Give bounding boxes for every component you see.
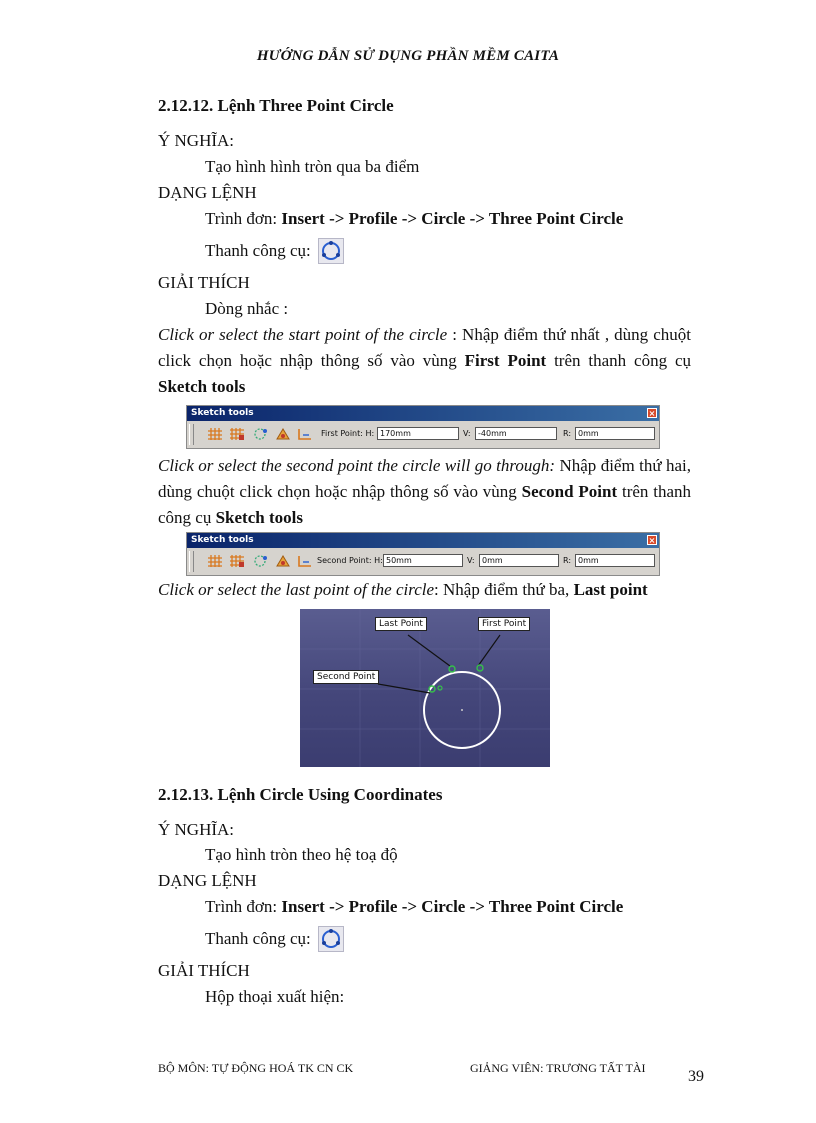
toolbar-prefix: Thanh công cụ: [205,241,311,260]
toolbar-grip[interactable] [189,551,194,572]
close-icon[interactable]: × [648,409,656,418]
p2-sketch-tools: Sketch tools [215,508,303,527]
snap-grid-icon[interactable] [229,554,245,568]
page-header: HƯỚNG DẪN SỬ DỤNG PHẦN MỀM CAITA [256,48,560,64]
explanation-label: GIẢI THÍCH [158,961,250,980]
toolbar-title: Sketch tools [191,535,254,545]
r-value-input[interactable]: 0mm [575,554,655,567]
sketch-tools-toolbar-second-point [186,532,660,576]
prompt-last-point: Click or select the last point of the circle [158,580,435,599]
menu-prefix: Trình đơn: [205,897,282,916]
p1-text-2: trên thanh công cụ [546,351,692,370]
construction-element-icon[interactable] [253,554,269,568]
h-value-input[interactable]: 170mm [377,427,459,440]
command-form-label: DẠNG LỆNH [158,183,257,202]
paragraph-first-point [158,322,691,400]
meaning-text: Tạo hình hình tròn qua ba điểm [205,157,420,176]
p2-second-point: Second Point [521,482,618,501]
p1-first-point: First Point [464,351,547,370]
construction-element-icon[interactable] [253,427,269,441]
first-point-callout: First Point [478,617,530,631]
page-number: 39 [688,1068,704,1085]
dimensional-constraint-icon[interactable] [297,427,313,441]
h-label: First Point: H: [321,429,375,438]
h-value-input[interactable]: 50mm [383,554,463,567]
prompt-start-point: Click or select the start point of the circle [158,325,448,344]
p1-text: : Nhập điểm thứ nhất , dùng chuột click chọn hoặc nhập thông số vào vùng [158,325,691,370]
r-value-input[interactable]: 0mm [575,427,655,440]
toolbar-title: Sketch tools [191,408,254,418]
v-value-input[interactable]: -40mm [475,427,557,440]
toolbar-grip[interactable] [189,424,194,445]
p3-text: : Nhập điểm thứ ba, [434,580,574,599]
last-point-marker [449,666,455,672]
circle-coordinates-icon [318,926,344,952]
h-label: Second Point: H: [317,556,383,565]
prompt-label: Dòng nhắc : [205,299,289,318]
geometric-constraint-icon[interactable] [275,427,291,441]
menu-line [205,897,623,917]
section-heading-three-point-circle: 2.12.12. Lệnh Three Point Circle [158,96,394,115]
toolbar-title-bar [187,533,659,548]
three-point-circle-icon [318,238,344,264]
command-form-label: DẠNG LỆNH [158,871,257,890]
prompt-second-point: Click or select the second point the circle will go through: [158,456,556,475]
toolbar-line [205,238,344,264]
paragraph-second-point [158,453,691,531]
p1-sketch-tools: Sketch tools [158,377,246,396]
footer-lecturer: GIẢNG VIÊN: TRƯƠNG TẤT TÀI [470,1061,646,1075]
toolbar-prefix: Thanh công cụ: [205,929,311,948]
menu-path: Insert -> Profile -> Circle -> Three Point Circle [281,897,624,916]
v-label: V: [467,556,475,565]
close-icon[interactable]: × [648,536,656,545]
explanation-label: GIẢI THÍCH [158,273,250,292]
p2-text: Nhập điểm thứ hai, dùng chuột click chọn hoặc nhập thông số vào vùng [158,456,691,501]
last-point-callout: Last Point [375,617,427,631]
v-value-input[interactable]: 0mm [479,554,559,567]
dialog-appears-text: Hộp thoại xuất hiện: [205,987,345,1006]
meaning-text: Tạo hình tròn theo hệ toạ độ [205,845,398,864]
meaning-label: Ý NGHĨA: [158,820,235,839]
menu-line [205,209,623,229]
r-label: R: [563,429,572,438]
paragraph-last-point [158,580,648,600]
toolbar-title-bar [187,406,659,421]
three-point-circle-figure [300,609,550,767]
meaning-label: Ý NGHĨA: [158,131,235,150]
menu-path: Insert -> Profile -> Circle -> Three Point Circle [281,209,624,228]
v-label: V: [463,429,471,438]
section-heading-circle-using-coordinates: 2.12.13. Lệnh Circle Using Coordinates [158,785,443,804]
menu-prefix: Trình đơn: [205,209,282,228]
figure-drawing [300,609,550,767]
toolbar-line [205,926,344,952]
snap-grid-icon[interactable] [229,427,245,441]
p3-last-point: Last point [573,580,648,599]
p2-text-2: trên thanh công cụ [158,482,692,527]
geometric-constraint-icon[interactable] [275,554,291,568]
dimensional-constraint-icon[interactable] [297,554,313,568]
sketch-tools-toolbar-first-point [186,405,660,449]
grid-icon[interactable] [207,554,223,568]
footer-department: BỘ MÔN: TỰ ĐỘNG HOÁ TK CN CK [158,1061,354,1075]
grid-icon[interactable] [207,427,223,441]
second-point-callout: Second Point [313,670,379,684]
r-label: R: [563,556,572,565]
